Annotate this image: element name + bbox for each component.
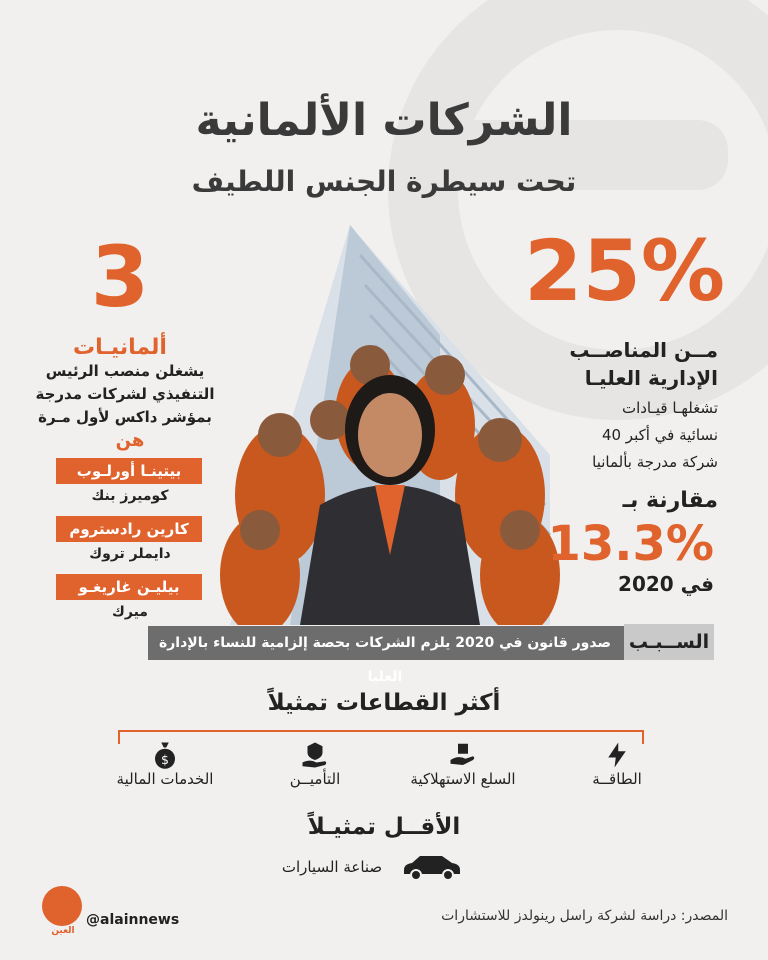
alain-logo [42, 886, 82, 926]
source-text: المصدر: دراسة لشركة راسل رينولدز للاستشارات [441, 908, 728, 924]
ceo-company: ميرك [112, 604, 148, 620]
sector-insurance [250, 740, 380, 788]
car-icon [400, 850, 464, 884]
ceo-company: دايملر تروك [89, 546, 171, 562]
reason-text: صدور قانون في 2020 يلزم الشركات بحصة إلزامية للنساء بالإدارة العليا [158, 635, 612, 685]
ceo-description-line: بمؤشر داكس لأول مـرة [38, 408, 212, 426]
logo-text: العين [51, 926, 75, 936]
management-line-2: الإدارية العليـا [584, 366, 718, 390]
hen-label: هن [115, 430, 145, 451]
ceo-description-line: التنفيذي لشركات مدرجة [35, 385, 215, 403]
management-description-line: شركة مدرجة بألمانيا [592, 453, 718, 471]
least-sector-label: صناعة السيارات [281, 858, 383, 876]
compare-label: مقارنة بـ [622, 488, 718, 513]
most-represented-title: أكثر القطاعات تمثيلاً [267, 690, 501, 716]
sector-label: الطاقــة [592, 770, 642, 788]
management-description [518, 395, 718, 476]
lightning-icon [552, 740, 682, 770]
reason-label: الســبـب [624, 624, 714, 660]
management-description-line: نسائية في أكبر 40 [601, 426, 718, 444]
management-percent: 25% [524, 222, 726, 320]
ceo-name-bar: بيليـن غاريغـو [56, 574, 202, 600]
management-description-line: تشغلهـا قيـادات [621, 399, 718, 417]
ceo-name-bar: كارين رادستروم [56, 516, 202, 542]
page-subtitle: تحت سيطرة الجنس اللطيف [191, 165, 577, 198]
least-represented-title: الأقــل تمثيـلاً [307, 814, 461, 840]
hand-box-icon [398, 740, 528, 770]
money-bag-icon [100, 740, 230, 770]
sector-energy [552, 740, 682, 788]
svg-text:$: $ [161, 751, 169, 767]
shield-hand-icon [250, 740, 380, 770]
sector-consumer-goods [398, 740, 528, 788]
sector-label: التأميــن [289, 770, 341, 788]
sector-financial [100, 740, 230, 788]
sector-label: الخدمات المالية [116, 770, 214, 788]
sector-label: السلع الاستهلاكية [410, 770, 516, 788]
ceo-name-bar: بيتينـا أورلـوب [56, 458, 202, 484]
ceo-description-line: يشغلن منصب الرئيس [45, 362, 205, 380]
social-handle[interactable]: @alainnews [86, 912, 180, 928]
management-line-1: مــن المناصــب [569, 338, 718, 362]
page-title: الشركات الألمانية [195, 95, 573, 146]
women-ceo-count: 3 [90, 228, 150, 326]
ceo-description [20, 360, 230, 429]
compare-year: في 2020 [618, 572, 714, 596]
compare-percent: 13.3% [547, 516, 714, 572]
germans-heading: ألمانيـات [73, 335, 167, 360]
ceo-company: كوميرز بنك [91, 488, 169, 504]
